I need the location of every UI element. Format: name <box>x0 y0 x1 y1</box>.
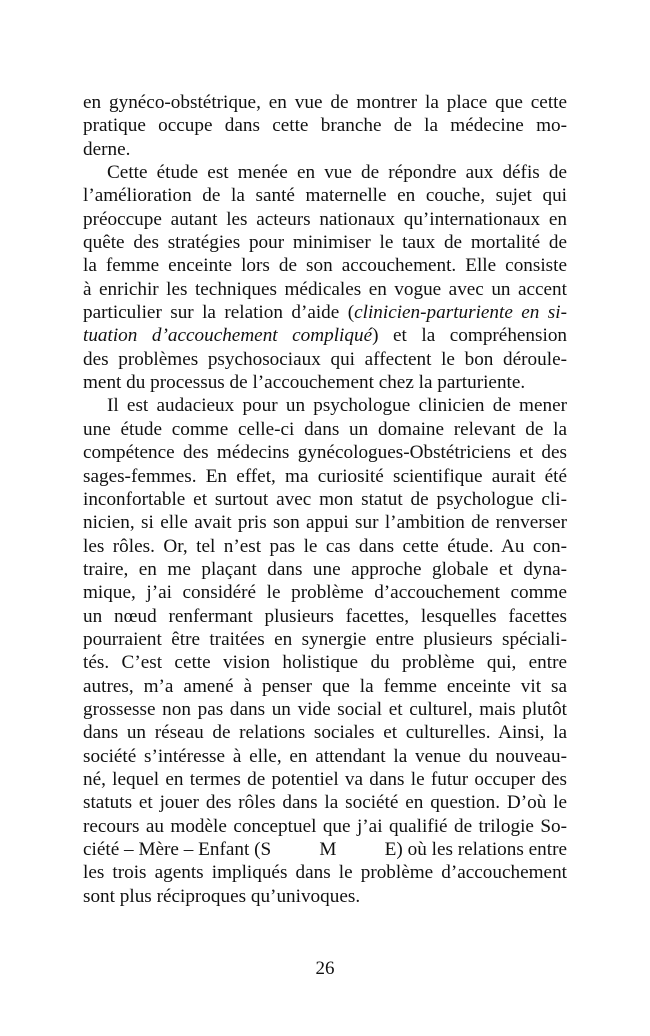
text-line: grossesse non pas dans un vide social et culturel, mais plutôt <box>83 698 567 720</box>
text-line: ciété – Mère – Enfant (S M E) où les relations entre <box>83 839 567 860</box>
text-line: un nœud renfermant plusieurs facettes, lesquelles facettes <box>83 605 567 627</box>
text-line: dans un réseau de relations sociales et culturelles. Ainsi, la <box>83 722 567 744</box>
text-line <box>83 301 567 324</box>
text-line: derne. <box>83 138 131 160</box>
paragraph <box>83 161 567 394</box>
text-segment: ) et la compréhension <box>372 325 568 347</box>
text-line: Il est audacieux pour un psychologue clinicien de mener <box>107 395 567 417</box>
text-line: pourraient être traitées en synergie entre plusieurs spéciali- <box>83 628 567 650</box>
text-line: pratique occupe dans cette branche de la médecine mo- <box>83 115 567 137</box>
text-line: Cette étude est menée en vue de répondre aux défis de <box>107 162 567 184</box>
text-line: mique, j’ai considéré le problème d’accouchement comme <box>83 582 567 604</box>
text-line: à enrichir les techniques médicales en vogue avec un accent <box>83 278 567 300</box>
text-line: autres, m’a amené à penser que la femme enceinte vit sa <box>83 675 567 697</box>
text-line <box>83 324 567 347</box>
text-line: né, lequel en termes de potentiel va dans le futur occuper des <box>83 768 567 790</box>
text-line: inconfortable et surtout avec mon statut de psychologue cli- <box>83 488 567 510</box>
text-segment: particulier sur la relation d’aide ( <box>83 302 355 324</box>
text-line: les trois agents impliqués dans le problème d’accouchement <box>83 862 567 884</box>
text-line: tés. C’est cette vision holistique du problème qui, entre <box>83 652 567 674</box>
text-line: une étude comme celle-ci dans un domaine relevant de la <box>83 418 567 440</box>
page-number: 26 <box>315 958 335 979</box>
body-text <box>83 91 567 908</box>
text-line: compétence des médecins gynécologues-Obstétriciens et des <box>83 442 567 464</box>
text-line: nicien, si elle avait pris son appui sur l’ambition de renverser <box>83 512 567 534</box>
text-line: des problèmes psychosociaux qui affectent le bon déroule- <box>83 348 567 370</box>
text-line: société s’intéresse à elle, en attendant la venue du nouveau- <box>83 745 567 767</box>
text-line: ment du processus de l’accouchement chez la parturiente. <box>83 372 526 394</box>
text-line: sages-femmes. En effet, ma curiosité scientifique aurait été <box>83 465 567 487</box>
text-line: recours au modèle conceptuel que j’ai qualifié de trilogie So- <box>83 815 567 837</box>
paragraph <box>83 91 567 161</box>
paragraph <box>83 394 567 908</box>
text-line: préoccupe autant les acteurs nationaux qu’internationaux en <box>83 208 567 230</box>
text-line: statuts et jouer des rôles dans la société en question. D’où le <box>83 792 567 814</box>
text-line: les rôles. Or, tel n’est pas le cas dans cette étude. Au con- <box>83 535 567 557</box>
italic-text: clinicien-parturiente en si- <box>354 302 567 324</box>
text-line: traire, en me plaçant dans une approche globale et dyna- <box>83 558 567 580</box>
text-line: sont plus réciproques qu’univoques. <box>83 885 361 907</box>
text-line: l’amélioration de la santé maternelle en couche, sujet qui <box>83 185 567 207</box>
text-line: la femme enceinte lors de son accouchement. Elle consiste <box>83 255 567 277</box>
text-line: en gynéco-obstétrique, en vue de montrer la place que cette <box>83 92 567 113</box>
text-line: quête des stratégies pour minimiser le taux de mortalité de <box>83 232 567 254</box>
italic-text: tuation d’accouchement compliqué <box>83 325 373 347</box>
